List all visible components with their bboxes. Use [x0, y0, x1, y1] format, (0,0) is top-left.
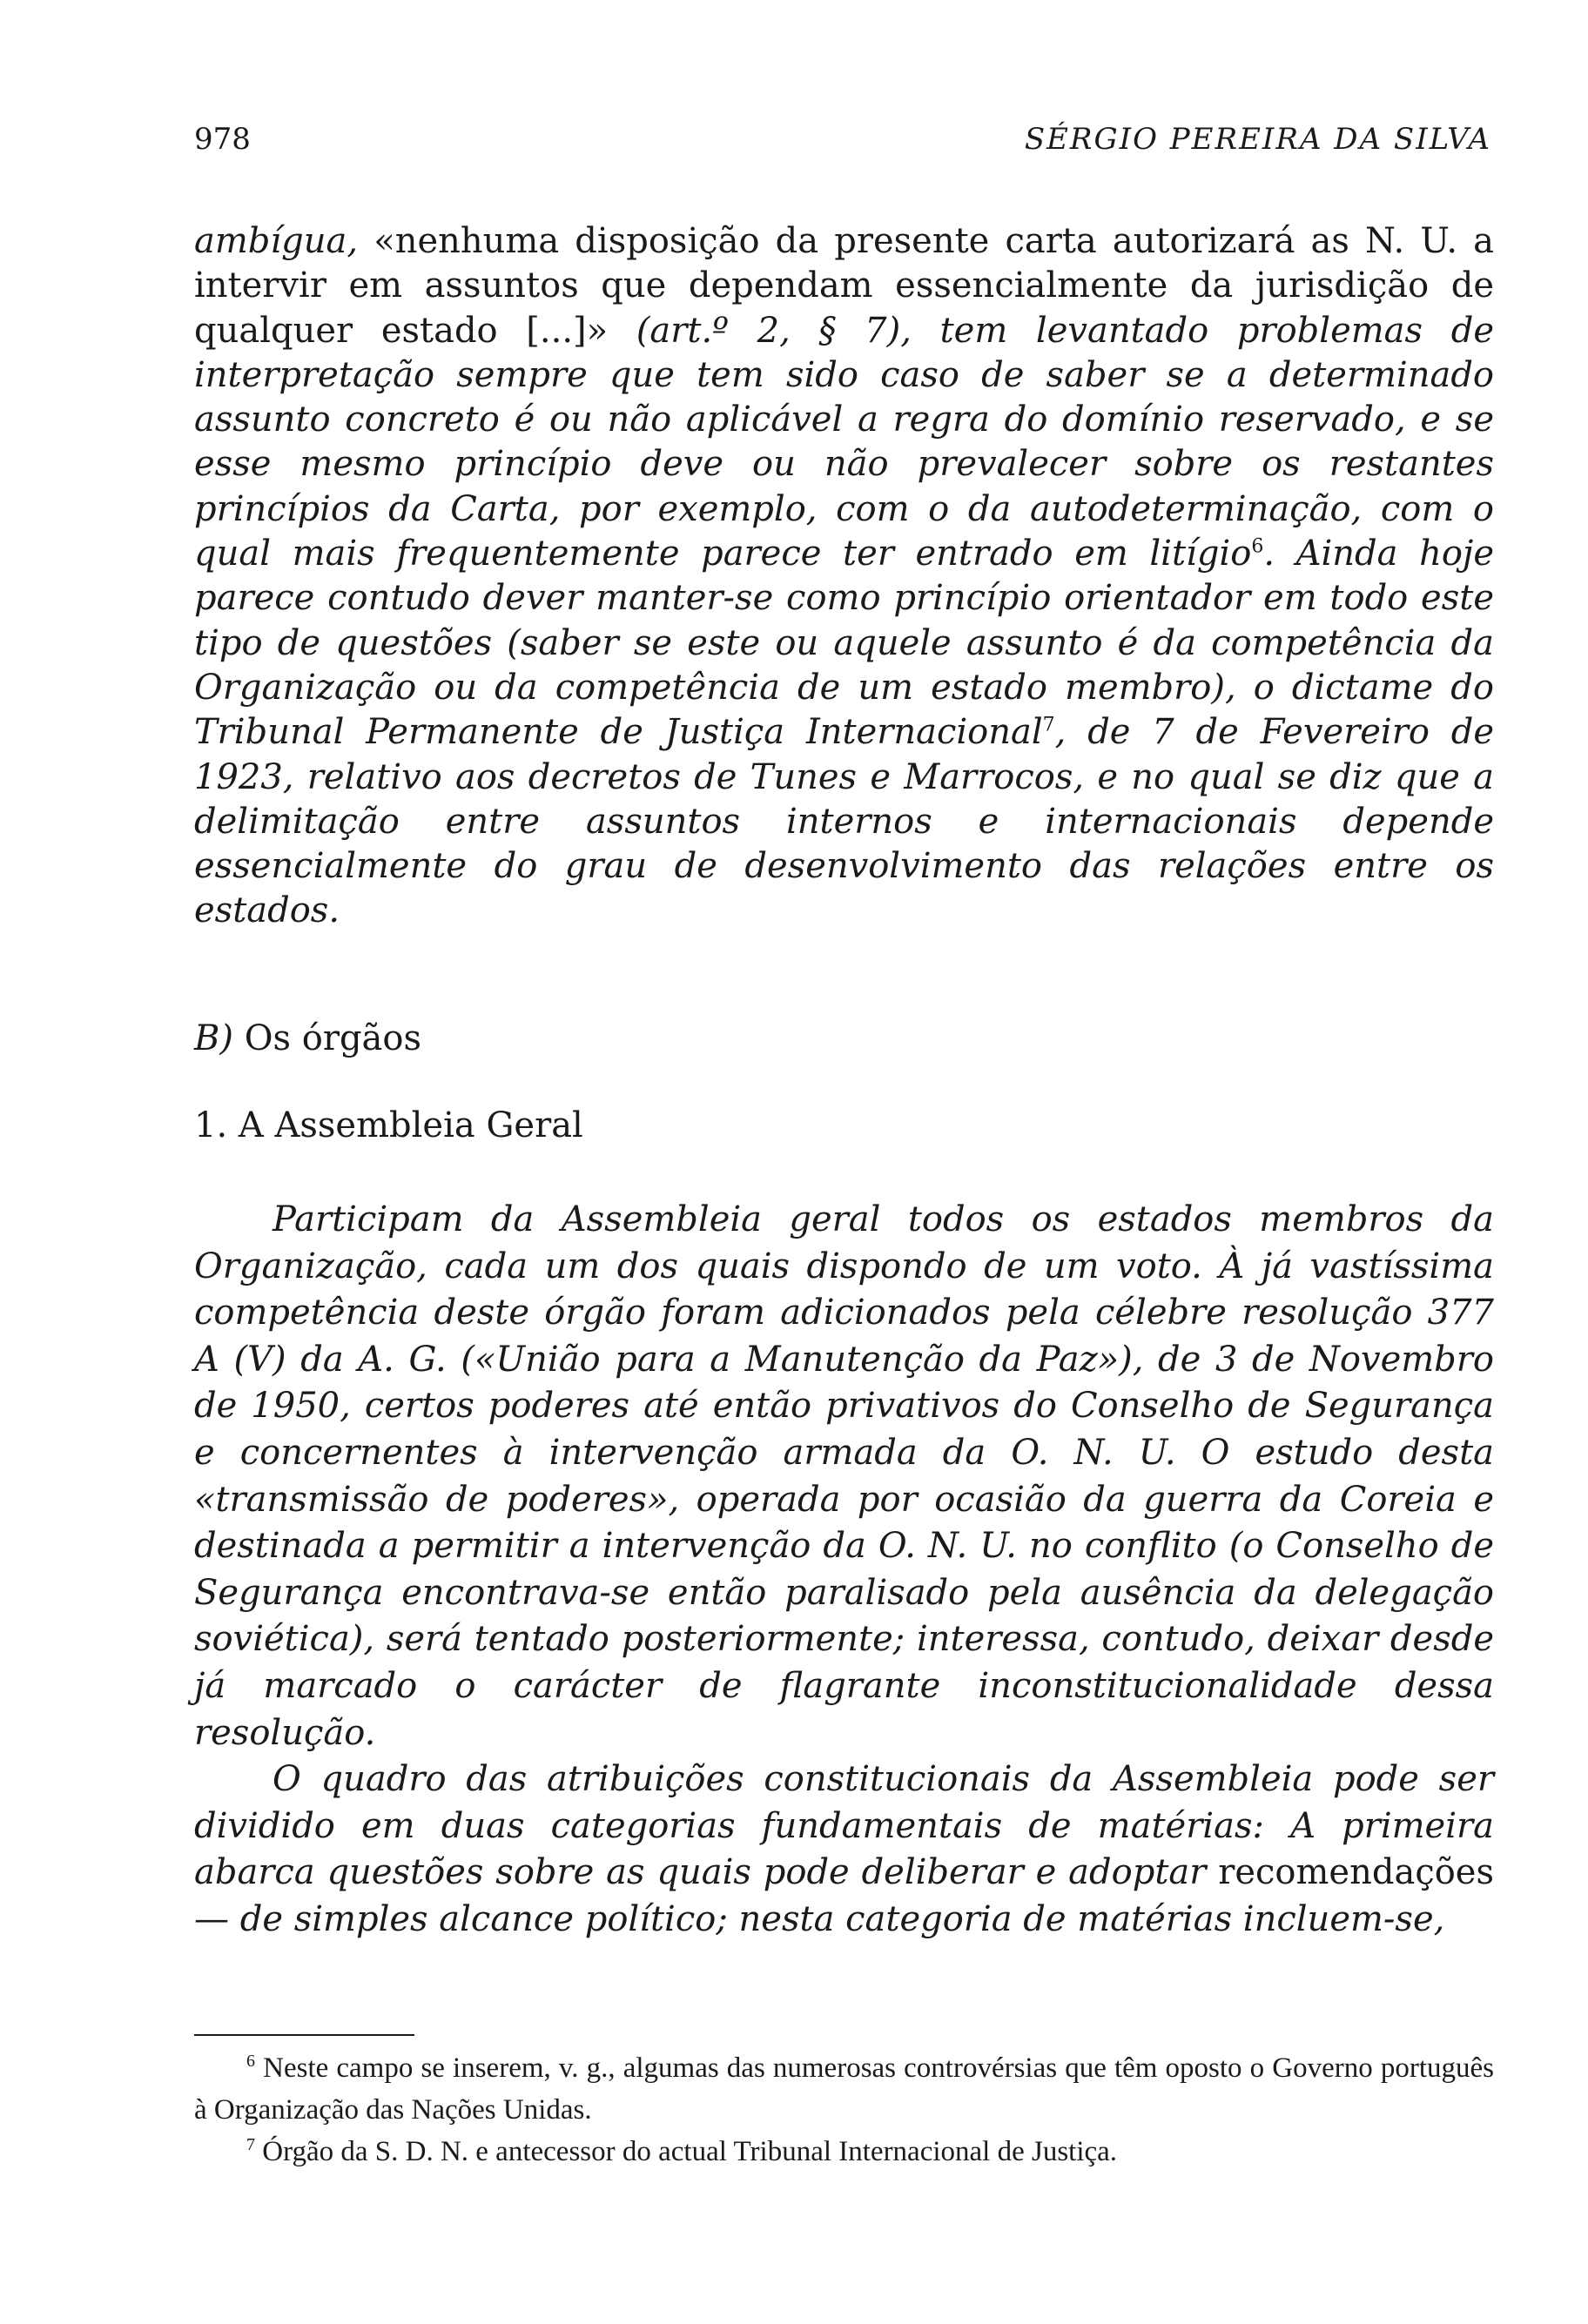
footnote-6 — [194, 2047, 1494, 2131]
p3-text-1: O quadro das atribuições constitucionais da Assembleia pode ser dividido em duas categorias fundamentais de matérias: A primeira abarca questões sobre as quais pode deliberar e adoptar — [194, 1759, 1494, 1893]
paragraph-1 — [194, 219, 1494, 934]
section-heading-b — [194, 1018, 421, 1058]
section-heading-1: 1. A Assembleia Geral — [194, 1105, 583, 1145]
p1-text-5: , de 7 de Fevereiro de 1923, relativo aos decretos de Tunes e Marrocos, e no qual se diz que a delimitação entre assuntos internos e internacionais depende essencialmente do grau de desenvolvimento das relações entre os estados. — [194, 712, 1494, 931]
footnotes — [194, 2047, 1494, 2173]
body-text-upper — [194, 219, 1494, 934]
body-text-lower — [194, 1197, 1494, 1944]
footnote-number: 7 — [246, 2135, 255, 2154]
p1-text-4: . Ainda hoje parece contudo dever manter-se como princípio orientador em todo este tipo de questões (saber se este ou aquele assunto é da competência da Organização ou da competência de um estado membro), o dictame do Tribunal Permanente de Justiça Internacional — [194, 534, 1494, 753]
footnote-divider — [194, 2034, 414, 2036]
footnote-7 — [194, 2131, 1494, 2173]
footnote-ref-7: 7 — [1042, 714, 1055, 736]
section-b-title: Os órgãos — [233, 1018, 422, 1058]
footnote-number: 6 — [246, 2052, 255, 2071]
p1-text-3: (art.º 2, § 7), tem levantado problemas de interpretação sempre que tem sido caso de saber se a determinado assunto concreto é ou não aplicável a regra do domínio reservado, e se esse mesmo princípio deve ou não prevalecer sobre os restantes princípios da Carta, por exemplo, com o da autodeterminação, com o qual mais frequentemente parece ter entrado em litígio — [194, 310, 1495, 574]
footnote-text: Neste campo se inserem, v. g., algumas das numerosas controvérsias que têm oposto o Governo português à Organização das Nações Unidas. — [194, 2052, 1495, 2126]
page-number: 978 — [194, 122, 251, 157]
p3-text-3: — de simples alcance político; nesta categoria de matérias incluem-se, — [194, 1898, 1445, 1939]
section-b-letter: B) — [194, 1018, 233, 1058]
running-title: SÉRGIO PEREIRA DA SILVA — [1024, 122, 1491, 157]
p1-text-1: ambígua, — [194, 221, 359, 261]
footnote-ref-6: 6 — [1251, 535, 1264, 558]
footnote-text: Órgão da S. D. N. e antecessor do actual Tribunal Internacional de Justiça. — [262, 2136, 1118, 2167]
running-head — [194, 122, 1491, 165]
paragraph-3 — [194, 1756, 1494, 1943]
paragraph-2: Participam da Assembleia geral todos os estados membros da Organização, cada um dos quais dispondo de um voto. À já vastíssima competência deste órgão foram adicionados pela célebre resolução 377 A (V) da A. G. («União para a Manutenção da Paz»), de 3 de Novembro de 1950, certos poderes até então privativos do Conselho de Segurança e concernentes à intervenção armada da O. N. U. O estudo desta «transmissão de poderes», operada por ocasião da guerra da Coreia e destinada a permitir a intervenção da O. N. U. no conflito (o Conselho de Segurança encontrava-se então paralisado pela ausência da delegação soviética), será tentado posteriormente; interessa, contudo, deixar desde já marcado o carácter de flagrante inconstitucionalidade dessa resolução. — [194, 1199, 1494, 1753]
p1-text-2: «nenhuma disposição da presente carta autorizará as N. U. a intervir em assuntos que dependam essencialmente da jurisdição de qualquer estado [...]» — [194, 221, 1494, 351]
p3-text-2: recomendações — [1206, 1852, 1495, 1893]
